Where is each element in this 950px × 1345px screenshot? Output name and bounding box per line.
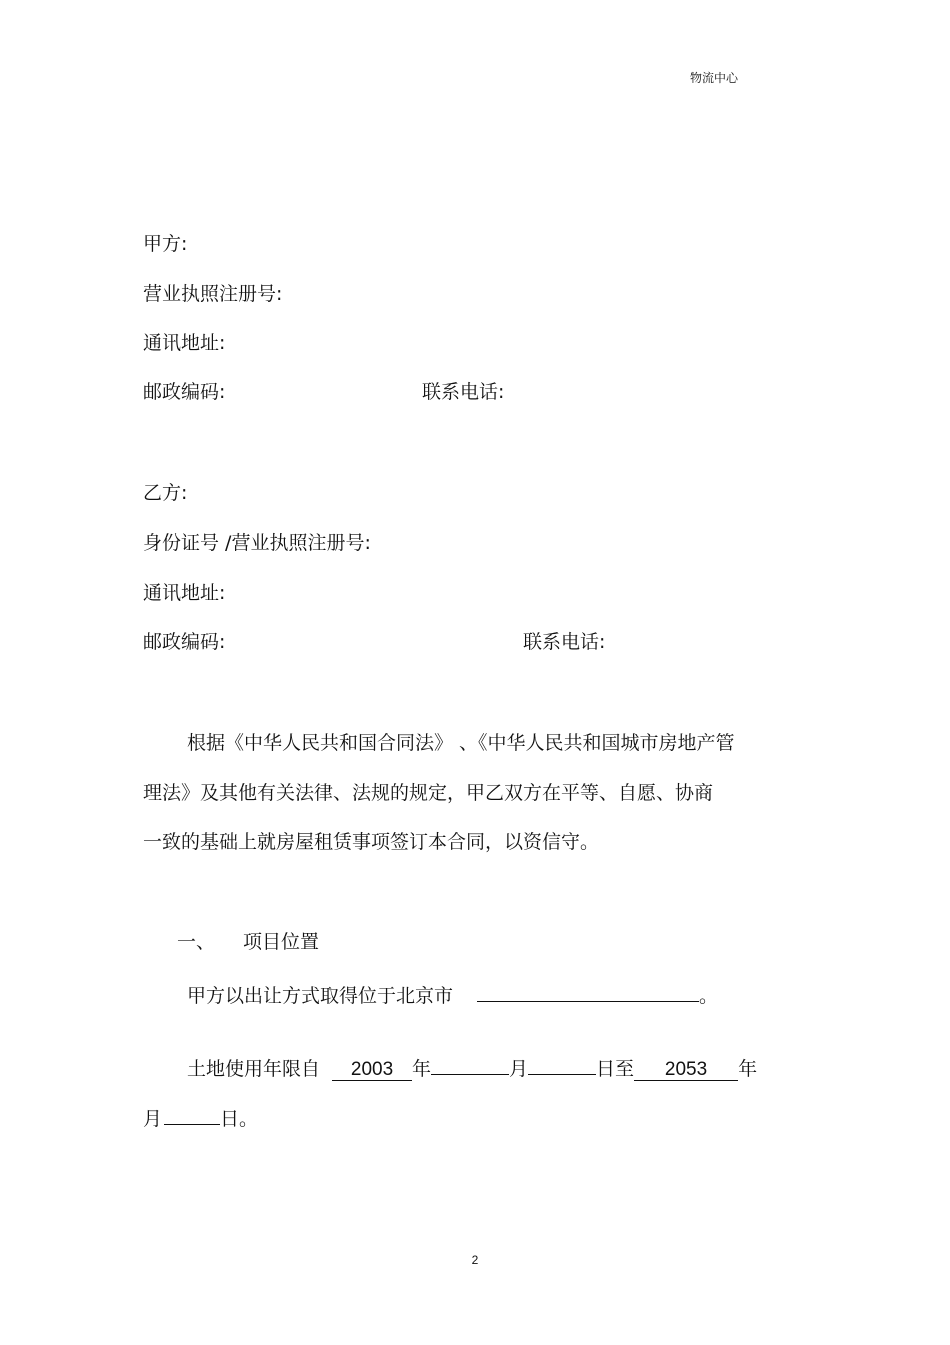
party-a-label: 甲方: — [143, 233, 188, 255]
end-year-field: 2053 — [634, 1057, 738, 1081]
preamble-line-1: 根据《中华人民共和国合同法》 、《中华人民共和国城市房地产管 — [187, 732, 735, 754]
party-a-phone-label: 联系电话: — [422, 381, 505, 403]
party-b-phone-label: 联系电话: — [523, 631, 606, 653]
term-prefix: 土地使用年限自 — [187, 1058, 321, 1080]
start-month-blank — [431, 1052, 509, 1075]
location-blank — [477, 979, 699, 1002]
page-number: 2 — [471, 1253, 479, 1267]
start-year-field: 2003 — [332, 1057, 412, 1081]
location-line — [187, 979, 718, 1009]
term-line — [187, 1052, 757, 1082]
party-b-postcode-label: 邮政编码: — [143, 631, 226, 653]
start-day-blank — [528, 1052, 596, 1075]
term-line-2 — [143, 1102, 258, 1132]
preamble-line-3: 一致的基础上就房屋租赁事项签订本合同，以资信守。 — [143, 831, 600, 853]
party-a-address-label: 通讯地址: — [143, 332, 226, 354]
preamble-line-2: 理法》及其他有关法律、法规的规定，甲乙双方在平等、自愿、协商 — [143, 782, 714, 804]
location-text: 甲方以出让方式取得位于北京市 — [187, 985, 454, 1007]
party-a-postcode-label: 邮政编码: — [143, 381, 226, 403]
party-b-id-label: 身份证号 /营业执照注册号: — [143, 532, 371, 554]
section-number: 一、 — [177, 931, 216, 953]
end-day-blank — [164, 1102, 220, 1125]
section-title: 项目位置 — [243, 931, 320, 953]
end-month-char: 月 — [143, 1108, 163, 1130]
party-a-license-label: 营业执照注册号: — [143, 283, 283, 305]
header-note: 物流中心 — [690, 71, 739, 85]
end-day-char: 日。 — [220, 1108, 259, 1130]
day-to: 日至 — [596, 1058, 635, 1080]
start-year-char: 年 — [412, 1058, 432, 1080]
end-year-char: 年 — [738, 1058, 758, 1080]
location-end: 。 — [699, 985, 719, 1007]
start-month-char: 月 — [509, 1058, 529, 1080]
party-b-address-label: 通讯地址: — [143, 582, 226, 604]
party-b-label: 乙方: — [143, 482, 188, 504]
